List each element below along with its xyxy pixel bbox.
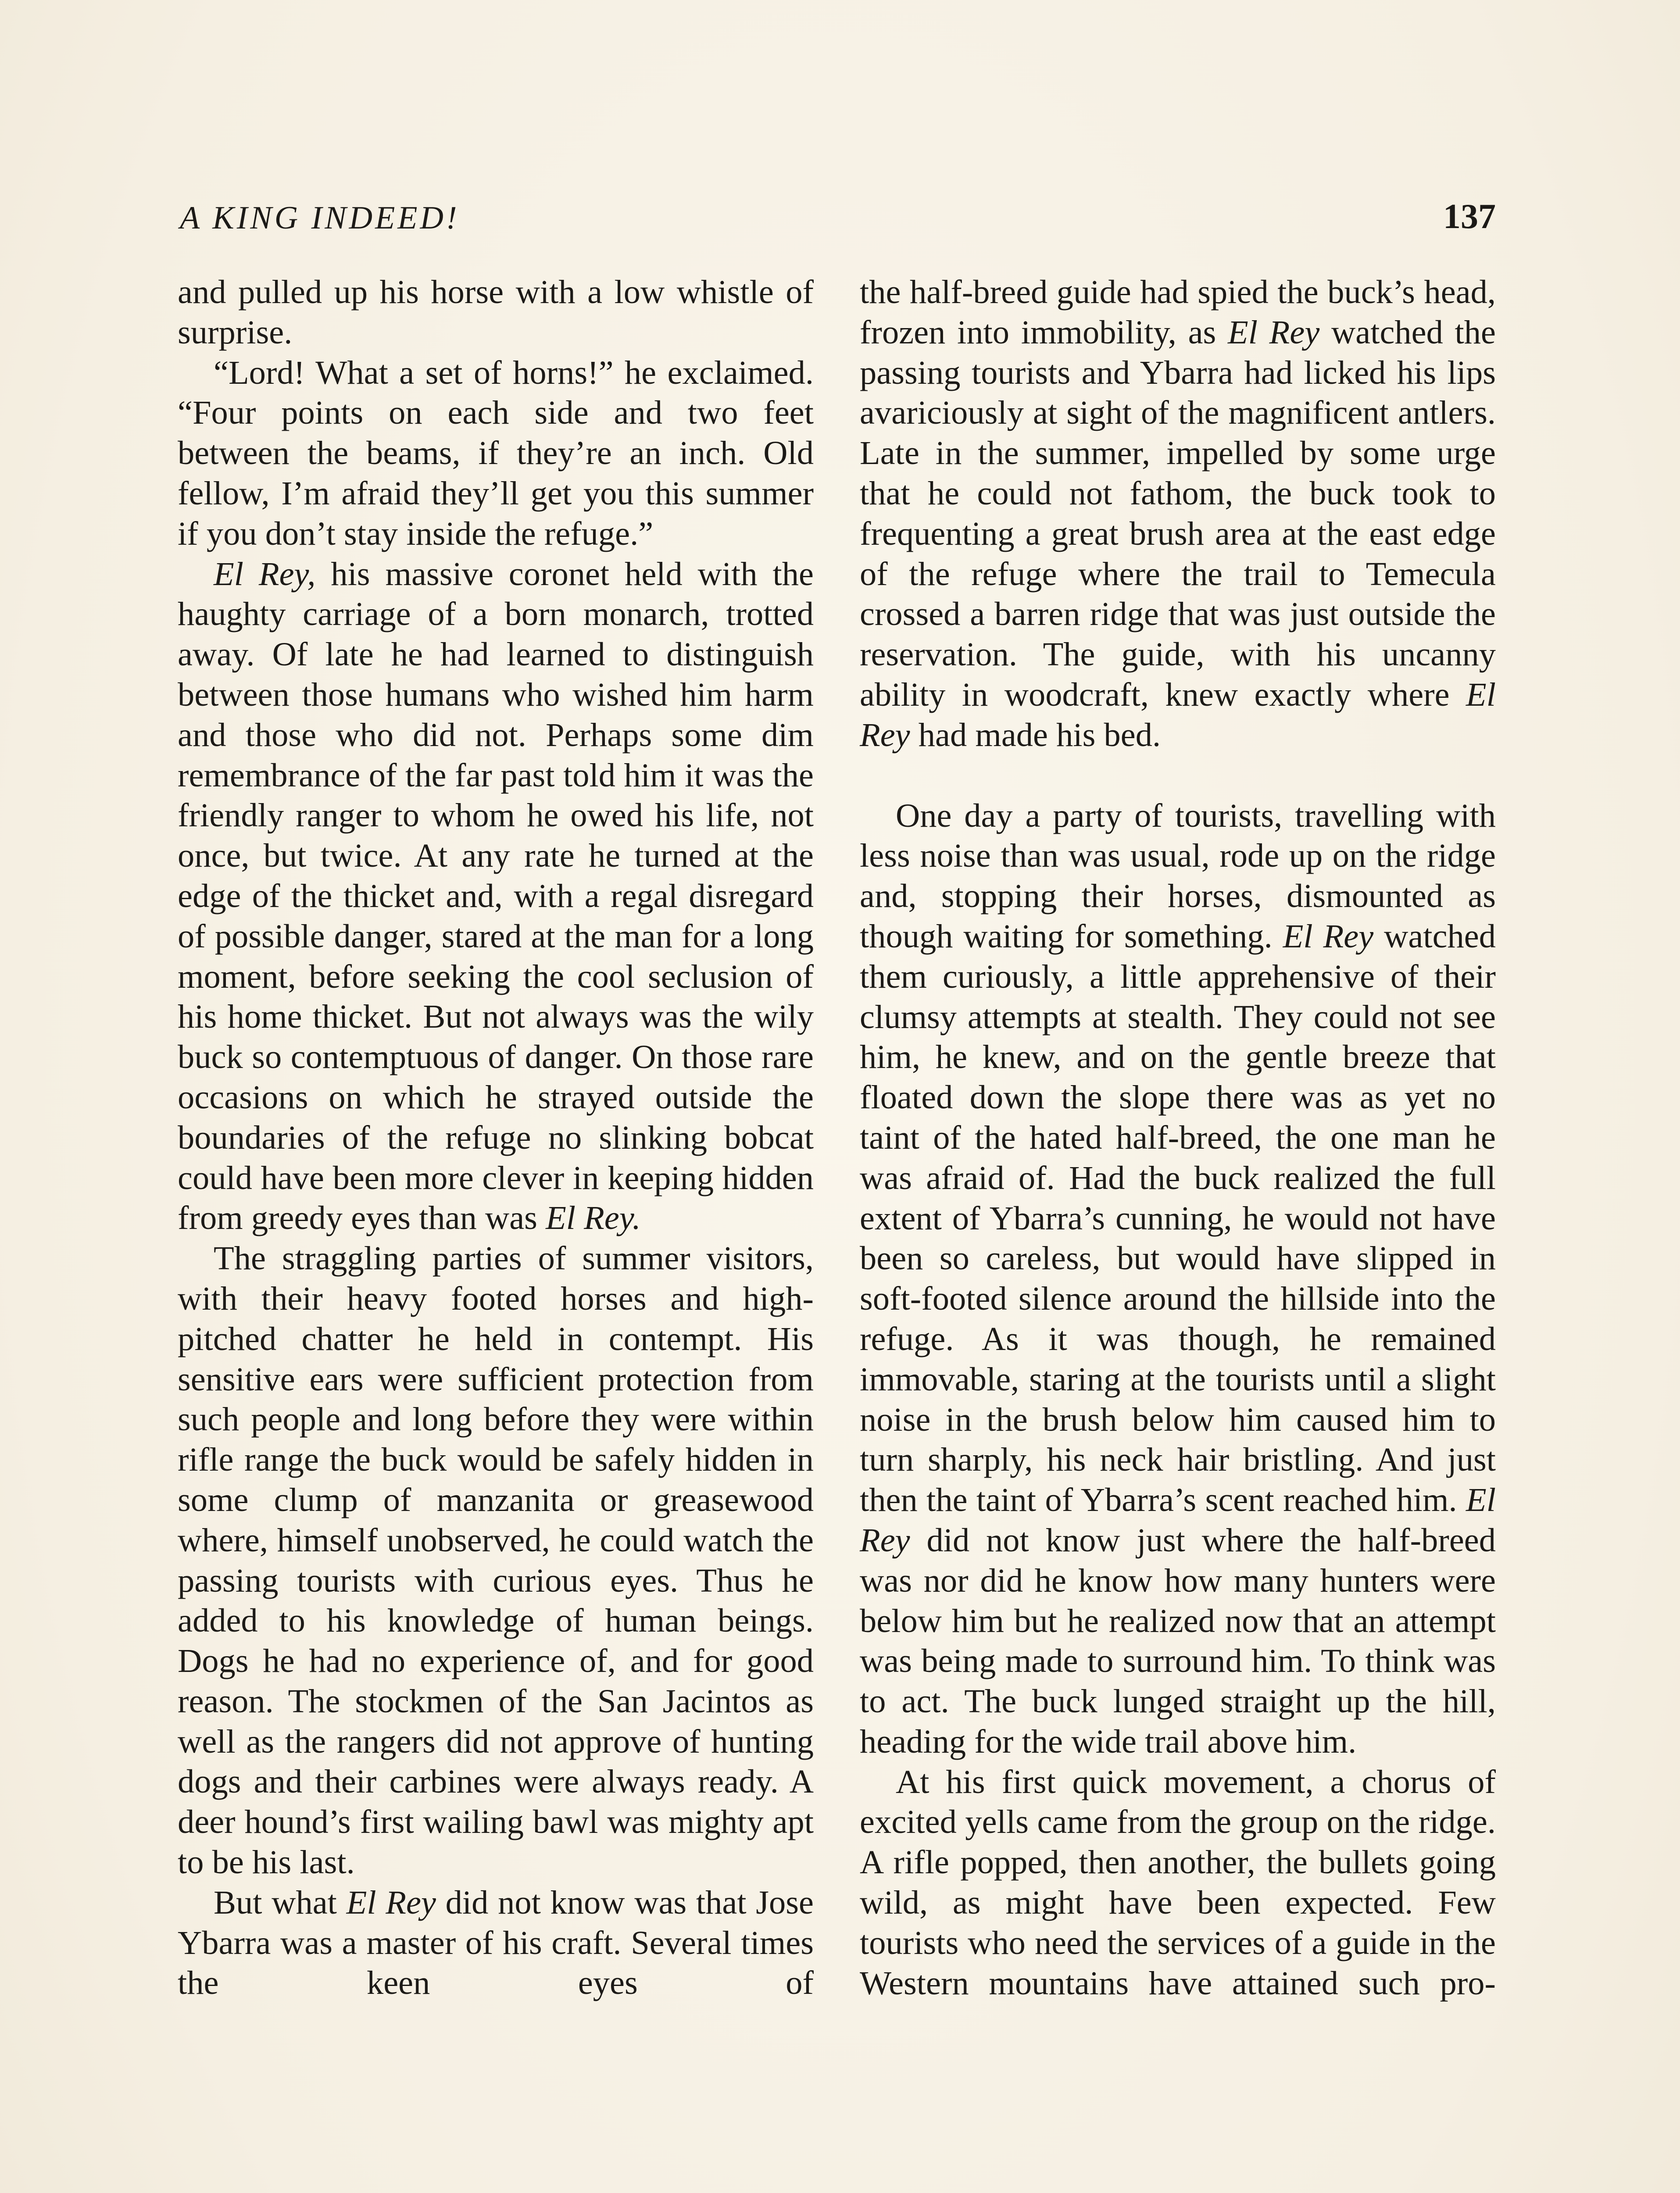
text-run: One day a party of tourists, travelling with less noise than was usual, rode up on the ridge and, stopping their horses, dismounted as though waiting for something. xyxy=(860,796,1496,955)
running-title: A KING INDEED! xyxy=(180,200,460,236)
text-run: At his first quick movement, a chorus of excited yells came from the group on the ridge. A rifle popped, then another, the bullets going wild, as might have been expected. Few tourists who need the services of a guide in the Western mountains have attained such pro- xyxy=(860,1763,1496,2002)
text-run: The straggling parties of summer visitors, with their heavy footed horses and high-pitched chatter he held in contempt. His sensitive ears were sufficient protection from such people and long before they were within rifle range the buck would be safely hidden in some clump of manzanita or greasewood where, himself unobserved, he could watch the passing tourists with curious eyes. Thus he added to his knowledge of human beings. Dogs he had no experience of, and for good reason. The stockmen of the San Jacintos as well as the rangers did not approve of hunting dogs and their carbines were always ready. A deer hound’s first wailing bawl was mighty apt to be his last. xyxy=(178,1239,814,1881)
paragraph-continued xyxy=(860,272,1496,755)
paragraph xyxy=(860,1762,1496,2004)
paragraph-continued xyxy=(178,272,814,353)
text-run: did not know was that Jose Ybarra was a master of his craft. Several times the keen eyes of xyxy=(178,1883,814,2002)
text-column-right xyxy=(860,272,1496,2003)
text-column-left xyxy=(178,272,814,2003)
italic-text: El Rey, xyxy=(214,555,316,593)
italic-text: El Rey xyxy=(860,675,1496,754)
italic-text: El Rey. xyxy=(546,1199,641,1237)
paragraph xyxy=(860,796,1496,1762)
paragraph xyxy=(178,353,814,554)
text-run: did not know just where the half-breed was nor did he know how many hunters were below him but he realized now that an attempt was being made to surround him. To think was to act. The buck lunged straight up the hill, heading for the wide trail above him. xyxy=(860,1521,1496,1760)
paragraph xyxy=(178,554,814,1239)
text-run: had made his bed. xyxy=(910,716,1161,754)
italic-text: El Rey xyxy=(346,1883,436,1921)
text-run: the half-breed guide had spied the buck’s head, frozen into immobility, as xyxy=(860,273,1496,351)
text-run: and pulled up his horse with a low whistle of surprise. xyxy=(178,273,814,351)
paragraph xyxy=(178,1882,814,2003)
paragraph xyxy=(178,1238,814,1882)
running-header xyxy=(180,197,1496,248)
text-run: his massive coronet held with the haughty carriage of a born monarch, trotted away. Of late he had learned to distinguish between those humans who wished him harm and those who did not. Perhaps some dim remembrance of the far past told him it was the friendly ranger to whom he owed his life, not once, but twice. At any rate he turned at the edge of the thicket and, with a regal disregard of possible danger, stared at the man for a long moment, before seeking the cool seclusion of his home thicket. But not always was the wily buck so contemptuous of danger. On those rare occasions on which he strayed outside the boundaries of the refuge no slinking bobcat could have been more clever in keeping hidden from greedy eyes than was xyxy=(178,555,814,1237)
text-run: watched the passing tourists and Ybarra had licked his lips avariciously at sight of the magnificent antlers. Late in the summer, impelled by some urge that he could not fathom, the buck took to frequenting a great brush area at the east edge of the refuge where the trail to Temecula crossed a barren ridge that was just outside the reservation. The guide, with his uncanny ability in woodcraft, knew exactly where xyxy=(860,313,1496,713)
italic-text: El Rey xyxy=(860,1481,1496,1559)
italic-text: El Rey xyxy=(1283,917,1374,955)
page-number: 137 xyxy=(1443,197,1496,236)
italic-text: El Rey xyxy=(1228,313,1320,351)
text-run: But what xyxy=(214,1883,347,1921)
text-run: “Lord! What a set of horns!” he exclaimed. “Four points on each side and two feet between the beams, if they’re an inch. Old fellow, I’m afraid they’ll get you this summer if you don’t stay inside the refuge.” xyxy=(178,354,814,552)
text-run: watched them curiously, a little apprehensive of their clumsy attempts at stealth. They could not see him, he knew, and on the gentle breeze that floated down the slope there was as yet no taint of the hated half-breed, the one man he was afraid of. Had the buck realized the full extent of Ybarra’s cunning, he would not have been so careless, but would have slipped in soft-footed silence around the hillside into the refuge. As it was though, he remained immovable, staring at the tourists until a slight noise in the brush below him caused him to turn sharply, his neck hair bristling. And just then the taint of Ybarra’s scent reached him. xyxy=(860,917,1496,1519)
